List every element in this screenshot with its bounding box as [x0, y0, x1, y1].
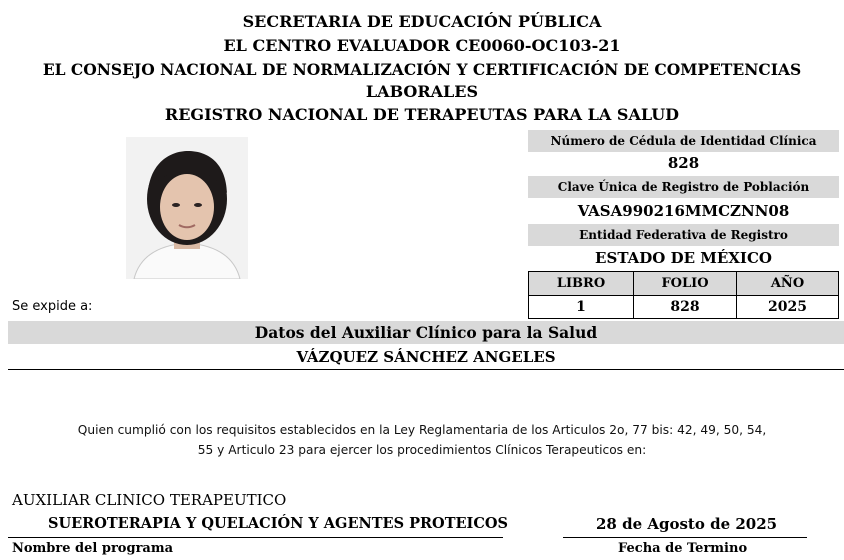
program-name-label: Nombre del programa: [12, 541, 174, 556]
entidad-value: ESTADO DE MÉXICO: [595, 249, 772, 267]
header-line-1: SECRETARIA DE EDUCACIÓN PÚBLICA: [242, 12, 602, 31]
header-line-3: EL CONSEJO NACIONAL DE NORMALIZACIÓN Y CERTIFICACIÓN DE COMPETENCIAS: [42, 60, 802, 79]
statement-line-1: Quien cumplió con los requisitos establecidos en la Ley Reglamentaria de los Articulos 2o, 77 bis: 42, 49, 50, 54,: [77, 423, 767, 437]
program-name-underline: [8, 537, 503, 538]
curp-label: Clave Única de Registro de Población: [528, 176, 839, 198]
person-name: VÁZQUEZ SÁNCHEZ ANGELES: [296, 348, 556, 366]
curp-value: VASA990216MMCZNN08: [577, 202, 790, 220]
anio-header: AÑO: [770, 276, 805, 291]
cedula-label: Número de Cédula de Identidad Clínica: [528, 130, 839, 152]
folio-header: FOLIO: [661, 276, 709, 291]
program-name: SUEROTERAPIA Y QUELACIÓN Y AGENTES PROTEICOS: [48, 515, 508, 532]
program-date: 28 de Agosto de 2025: [596, 515, 778, 533]
portrait-image: [126, 137, 248, 279]
header-line-5: REGISTRO NACIONAL DE TERAPEUTAS PARA LA SALUD: [164, 105, 680, 124]
program-date-underline: [563, 537, 807, 538]
libro-value: 1: [576, 299, 586, 315]
folio-value: 828: [670, 299, 700, 315]
header-line-2: EL CENTRO EVALUADOR CE0060-OC103-21: [223, 36, 621, 55]
libro-header: LIBRO: [556, 276, 606, 291]
program-title: AUXILIAR CLINICO TERAPEUTICO: [12, 491, 287, 509]
registry-table: [528, 271, 839, 319]
entidad-label: Entidad Federativa de Registro: [528, 224, 839, 246]
se-expide-label: Se expide a:: [12, 299, 93, 314]
name-underline: [8, 369, 844, 370]
section-title: Datos del Auxiliar Clínico para la Salud: [8, 321, 844, 344]
statement-line-2: 55 y Articulo 23 para ejercer los procedimientos Clínicos Terapeuticos en:: [197, 443, 647, 457]
cedula-value: 828: [667, 154, 700, 172]
program-date-label: Fecha de Termino: [618, 541, 748, 556]
anio-value: 2025: [768, 299, 807, 315]
header-line-4: LABORALES: [365, 82, 479, 101]
photo: [126, 137, 248, 279]
